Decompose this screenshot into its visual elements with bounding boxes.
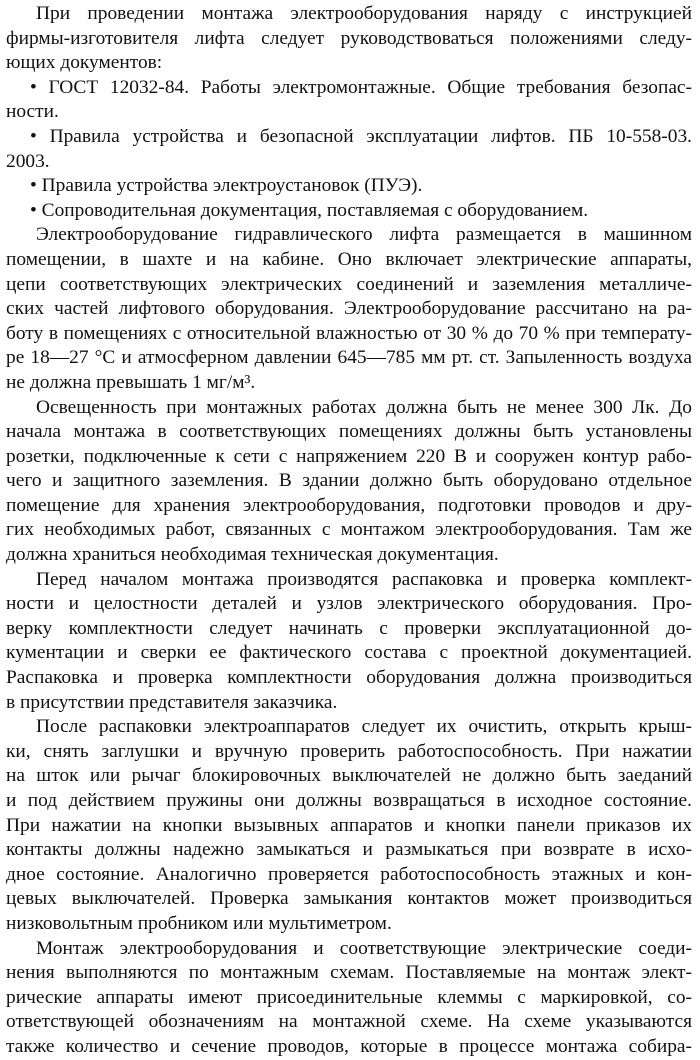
text-line: дное состояние. Аналогично проверяется работоспособность этажных и кон- xyxy=(6,863,692,885)
text-line: Перед началом монтажа производятся распаковка и проверка комплект- xyxy=(36,568,692,590)
text-line: рические аппараты имеют присоединительные клеммы с маркировкой, со- xyxy=(6,986,692,1008)
text-line: помещении, в шахте и на кабине. Оно включает электрические аппараты, xyxy=(6,248,692,270)
text-line: ре 18—27 °С и атмосферном давлении 645—785 мм рт. ст. Запыленность воздуха xyxy=(6,347,692,369)
text-line: и под действием пружины они должны возвращаться в исходное состояние. xyxy=(6,790,692,811)
text-line: Освещенность при монтажных работах должна быть не менее 300 Лк. До xyxy=(36,396,692,418)
text-line: боту в помещениях с относительной влажностью от 30 % до 70 % при температу- xyxy=(6,322,692,344)
text-line: При проведении монтажа электрооборудования наряду с инструкцией xyxy=(36,3,692,24)
body-paragraph xyxy=(6,223,692,395)
text-line: кументации и сверки ее фактического состава с проектной документацией. xyxy=(6,642,692,664)
text-line: фирмы-изготовителя лифта следует руководствоваться положениями следу- xyxy=(6,27,692,49)
text-line: Монтаж электрооборудования и соответствующие электрические соеди- xyxy=(36,937,692,959)
text-line: ки, снять заглушки и вручную проверить работоспособность. При нажатии xyxy=(6,740,692,762)
text-line: верку комплектности следует начинать с проверки эксплуатационной до- xyxy=(6,617,692,639)
text-line: • Сопроводительная документация, поставляемая с оборудованием. xyxy=(30,199,589,221)
body-paragraph xyxy=(6,396,692,568)
text-line: контакты должны надежно замыкаться и размыкаться при возврате в исхо- xyxy=(6,839,692,861)
text-line: ности и целостности деталей и узлов электрического оборудования. Про- xyxy=(6,593,692,615)
text-line: также количество и сечение проводов, которые в процессе монтажа собира- xyxy=(6,1035,692,1057)
text-line: должна храниться необходимая техническая документация. xyxy=(6,544,499,566)
body-paragraph xyxy=(6,2,692,76)
text-line: низковольтным пробником или мультиметром. xyxy=(6,912,392,934)
text-line: При нажатии на кнопки вызывных аппаратов и кнопки панели приказов их xyxy=(6,814,692,836)
text-line: помещение для хранения электрооборудования, подготовки проводов и дру- xyxy=(6,494,692,516)
text-line: не должна превышать 1 мг/м³. xyxy=(6,371,256,393)
body-paragraph xyxy=(6,568,692,716)
text-line: 2003. xyxy=(6,150,50,172)
text-line: ющих документов: xyxy=(6,52,163,74)
text-line: чего и защитного заземления. В здании должно быть оборудовано отдельное xyxy=(6,470,692,492)
text-line: на шток или рычаг блокировочных выключателей не должно быть заеданий xyxy=(6,765,692,787)
text-line: розетки, подключенные к сети с напряжением 220 В и сооружен контур рабо- xyxy=(6,445,692,467)
bullet-item xyxy=(6,76,692,125)
bullet-item xyxy=(6,174,692,199)
bullet-item xyxy=(6,199,692,224)
text-line: • Правила устройства и безопасной эксплуатации лифтов. ПБ 10-558-03. xyxy=(30,125,692,147)
body-paragraph xyxy=(6,715,692,936)
text-line: нения выполняются по монтажным схемам. Поставляемые на монтаж элект- xyxy=(6,962,692,984)
text-line: цепи соответствующих электрических соединений и заземления металличе- xyxy=(6,273,692,295)
text-line: ответствующей обозначениям на монтажной схеме. На схеме указываются xyxy=(6,1011,692,1033)
text-line: • ГОСТ 12032-84. Работы электромонтажные. Общие требования безопас- xyxy=(30,76,692,98)
bullet-item xyxy=(6,125,692,174)
text-line: ности. xyxy=(6,101,59,123)
text-line: цевых выключателей. Проверка замыкания контактов может производиться xyxy=(6,888,692,910)
text-line: начала монтажа в соответствующих помещениях должны быть установлены xyxy=(6,421,692,443)
text-line: Распаковка и проверка комплектности оборудования должна производиться xyxy=(6,667,692,689)
body-paragraph xyxy=(6,937,692,1060)
text-line: гих необходимых работ, связанных с монтажом электрооборудования. Там же xyxy=(6,519,692,541)
text-line: в присутствии представителя заказчика. xyxy=(6,691,338,713)
text-line: Электрооборудование гидравлического лифта размещается в машинном xyxy=(36,224,692,246)
text-line: • Правила устройства электроустановок (ПУЭ). xyxy=(30,175,423,197)
text-line: ских частей лифтового оборудования. Электрооборудование рассчитано на ра- xyxy=(6,298,692,320)
text-line: После распаковки электроаппаратов следует их очистить, открыть крыш- xyxy=(36,716,692,738)
